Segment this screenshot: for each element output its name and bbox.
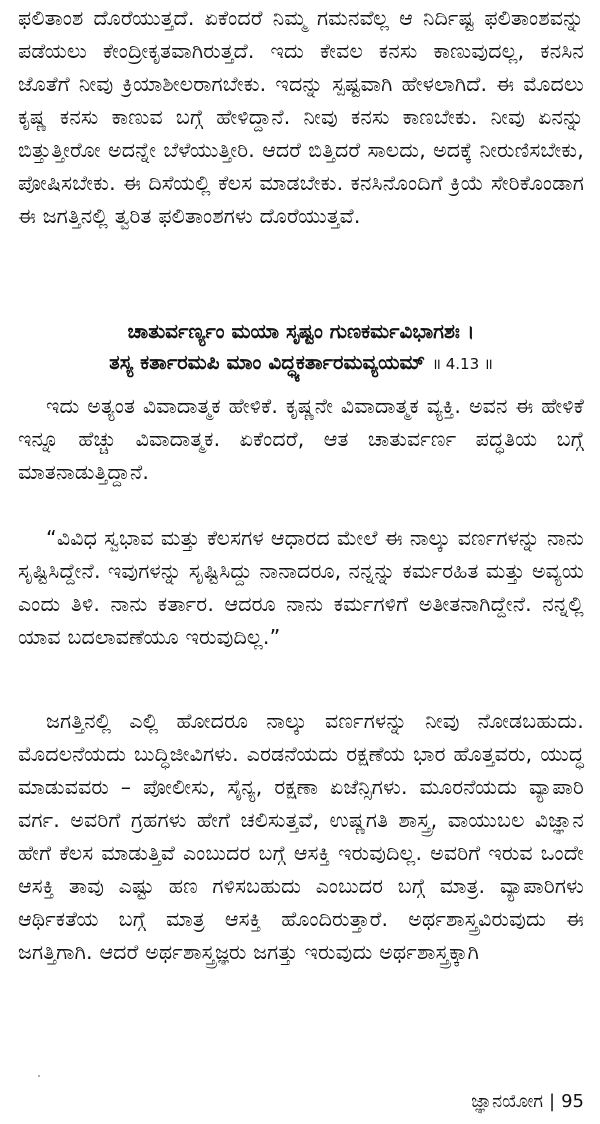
paragraph-four-varnas: ಜಗತ್ತಿನಲ್ಲಿ ಎಲ್ಲಿ ಹೋದರೂ ನಾಲ್ಕು ವರ್ಣಗಳನ್ನು ನೀವು ನೋಡಬಹುದು. ಮೊದಲನೆಯದು ಬುದ್ಧಿಜೀವಿಗಳು. ಎರಡನೆಯದು ರಕ್ಷಣೆಯ ಭಾರ ಹೊತ್ತವರು, ಯುದ್ಧ ಮಾಡುವವರು – ಪೋಲೀಸು, ಸೈನ್ಯ, ರಕ್ಷಣಾ ಏಜೆನ್ಸಿಗಳು. ಮೂರನೆಯದು ವ್ಯಾಪಾರಿ ವರ್ಗ. ಅವರಿಗೆ ಗ್ರಹಗಳು ಹೇಗೆ ಚಲಿಸುತ್ತವೆ, ಉಷ್ಣಗತಿ ಶಾಸ್ತ್ರ, ವಾಯುಬಲ ವಿಜ್ಞಾನ ಹೇಗೆ ಕೆಲಸ ಮಾಡುತ್ತಿವೆ ಎಂಬುದರ ಬಗ್ಗೆ ಆಸಕ್ತಿ ಇರುವುದಿಲ್ಲ. ಅವರಿಗೆ ಇರುವ ಒಂದೇ ಆಸಕ್ತಿ ತಾವು ಎಷ್ಟು ಹಣ ಗಳಿಸಬಹುದು ಎಂಬುದರ ಬಗ್ಗೆ ಮಾತ್ರ. ವ್ಯಾಪಾರಿಗಳು ಆರ್ಥಿಕತೆಯ ಬಗ್ಗೆ ಮಾತ್ರ ಆಸಕ್ತಿ ಹೊಂದಿರುತ್ತಾರೆ. ಅರ್ಥಶಾಸ್ತ್ರವಿರುವುದು ಈ ಜಗತ್ತಿಗಾಗಿ. ಆದರೆ ಅರ್ಥಶಾಸ್ತ್ರಜ್ಞರು ಜಗತ್ತು ಇರುವುದು ಅರ್ಥಶಾಸ್ತ್ರಕ್ಕಾಗಿ <box>18 709 584 964</box>
paragraph-commentary: ಇದು ಅತ್ಯಂತ ವಿವಾದಾತ್ಮಕ ಹೇಳಿಕೆ. ಕೃಷ್ಣನೇ ವಿವಾದಾತ್ಮಕ ವ್ಯಕ್ತಿ. ಅವನ ಈ ಹೇಳಿಕೆ ಇನ್ನೂ ಹೆಚ್ಚು ವಿವಾದಾತ್ಮಕ. ಏಕೆಂದರೆ, ಆತ ಚಾತುರ್ವರ್ಣ ಪದ್ಧತಿಯ ಬಗ್ಗೆ ಮಾತನಾಡುತ್ತಿದ್ದಾನೆ. <box>18 394 584 484</box>
verse-line-2-wrapper <box>18 347 584 380</box>
paragraph-intro: ಫಲಿತಾಂಶ ದೊರೆಯುತ್ತದೆ. ಏಕೆಂದರೆ ನಿಮ್ಮ ಗಮನವೆಲ್ಲ ಆ ನಿರ್ದಿಷ್ಟ ಫಲಿತಾಂಶವನ್ನು ಪಡೆಯಲು ಕೇಂದ್ರೀಕೃತವಾಗಿರುತ್ತದೆ. ಇದು ಕೇವಲ ಕನಸು ಕಾಣುವುದಲ್ಲ, ಕನಸಿನ ಜೊತೆಗೆ ನೀವು ಕ್ರಿಯಾಶೀಲರಾಗಬೇಕು. ಇದನ್ನು ಸ್ಪಷ್ಟವಾಗಿ ಹೇಳಲಾಗಿದೆ. ಈ ಮೊದಲು ಕೃಷ್ಣ ಕನಸು ಕಾಣುವ ಬಗ್ಗೆ ಹೇಳಿದ್ದಾನೆ. ನೀವು ಕನಸು ಕಾಣಬೇಕು. ನೀವು ಏನನ್ನು ಬಿತ್ತುತ್ತೀರೋ ಅದನ್ನೇ ಬೆಳೆಯುತ್ತೀರಿ. ಆದರೆ ಬಿತ್ತಿದರೆ ಸಾಲದು, ಅದಕ್ಕೆ ನೀರುಣಿಸಬೇಕು, ಪೋಷಿಸಬೇಕು. ಈ ದಿಸೆಯಲ್ಲಿ ಕೆಲಸ ಮಾಡಬೇಕು. ಕನಸಿನೊಂದಿಗೆ ಕ್ರಿಯೆ ಸೇರಿಕೊಂಡಾಗ ಈ ಜಗತ್ತಿನಲ್ಲಿ ತ್ವರಿತ ಫಲಿತಾಂಶಗಳು ದೊರೆಯುತ್ತವೆ. <box>18 6 584 228</box>
verse-line-1: ಚಾತುರ್ವರ್ಣ್ಯಂ ಮಯಾ ಸೃಷ್ಟಂ ಗುಣಕರ್ಮವಿಭಾಗಶಃ । <box>127 319 475 343</box>
page-number: 95 <box>561 1091 584 1112</box>
scan-speck <box>38 1075 40 1077</box>
chapter-title: ಜ್ಞಾನಯೋಗ <box>471 1091 544 1112</box>
verse-reference: ॥ 4.13 ॥ <box>431 355 493 373</box>
verse-line-2: ತಸ್ಯ ಕರ್ತಾರಮಪಿ ಮಾಂ ವಿದ್ಧ್ಯಕರ್ತಾರಮವ್ಯಯಮ್ <box>109 350 425 374</box>
sanskrit-verse <box>18 316 584 380</box>
page-footer <box>471 1090 584 1114</box>
footer-separator: | <box>549 1091 556 1112</box>
paragraph-translation-quote: “ವಿವಿಧ ಸ್ವಭಾವ ಮತ್ತು ಕೆಲಸಗಳ ಆಧಾರದ ಮೇಲೆ ಈ ನಾಲ್ಕು ವರ್ಣಗಳನ್ನು ನಾನು ಸೃಷ್ಟಿಸಿದ್ದೇನೆ. ಇವುಗಳನ್ನು ಸೃಷ್ಟಿಸಿದ್ದು ನಾನಾದರೂ, ನನ್ನನ್ನು ಕರ್ಮರಹಿತ ಮತ್ತು ಅವ್ಯಯ ಎಂದು ತಿಳಿ. ನಾನು ಕರ್ತಾರ. ಆದರೂ ನಾನು ಕರ್ಮಗಳಿಗೆ ಅತೀತನಾಗಿದ್ದೇನೆ. ನನ್ನಲ್ಲಿ ಯಾವ ಬದಲಾವಣೆಯೂ ಇರುವುದಿಲ್ಲ.” <box>18 526 584 649</box>
